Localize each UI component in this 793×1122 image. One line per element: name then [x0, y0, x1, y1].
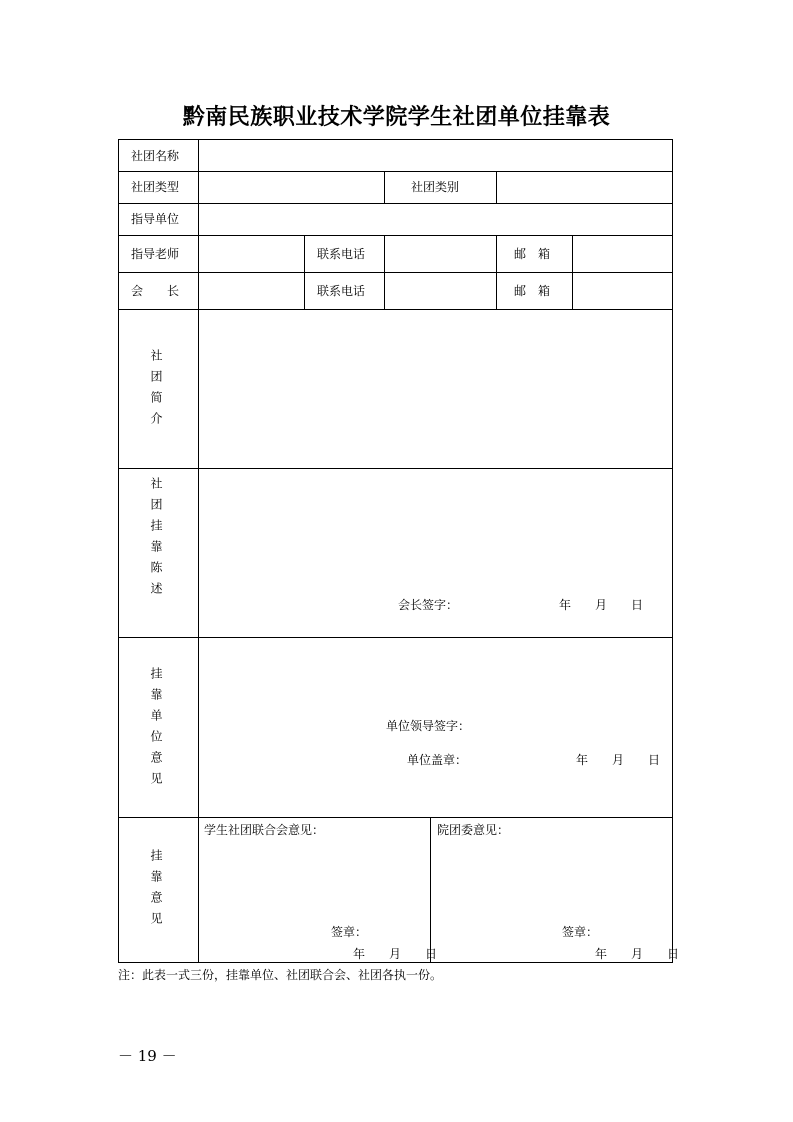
advisor-email-field[interactable]: [574, 237, 671, 271]
row-divider: [119, 203, 672, 204]
column-divider: [384, 171, 385, 203]
column-divider: [496, 235, 497, 309]
column-divider: [496, 171, 497, 203]
federation-opinion-field[interactable]: [200, 819, 429, 961]
club-name-label: 社团名称: [131, 149, 180, 163]
affiliation-opinion-label: 挂靠意见: [149, 849, 163, 933]
president-field[interactable]: [200, 274, 303, 308]
president-phone-label: 联系电话: [317, 284, 366, 298]
club-name-field[interactable]: [200, 141, 671, 170]
advisor-field[interactable]: [200, 237, 303, 271]
advisor-email-label: 邮 箱: [514, 247, 551, 261]
advisor-phone-field[interactable]: [386, 237, 495, 271]
club-intro-field[interactable]: [200, 311, 671, 467]
advisor-label: 指导老师: [131, 247, 180, 261]
president-phone-field[interactable]: [386, 274, 495, 308]
affiliation-statement-label: 社团挂靠陈述: [149, 477, 163, 603]
youth-league-opinion-field[interactable]: [432, 819, 671, 961]
row-divider: [119, 309, 672, 310]
affiliation-form: [118, 139, 680, 963]
row-divider: [119, 235, 672, 236]
president-label: 会 长: [131, 284, 180, 298]
row-divider: [119, 637, 672, 638]
row-divider: [119, 817, 672, 818]
label-column-divider: [198, 140, 199, 962]
guiding-unit-field[interactable]: [200, 205, 671, 234]
unit-date: 年 月 日: [576, 753, 661, 767]
page-number: － 19 －: [118, 1047, 177, 1065]
column-divider: [572, 235, 573, 309]
club-category-field[interactable]: [498, 173, 671, 202]
advisor-phone-label: 联系电话: [317, 247, 366, 261]
row-divider: [119, 272, 672, 273]
row-divider: [119, 468, 672, 469]
youth-league-seal-label: 签章：: [562, 925, 599, 939]
federation-date: 年 月 日: [353, 947, 438, 961]
youth-league-date: 年 月 日: [595, 947, 680, 961]
president-signature-label: 会长签字：: [398, 598, 459, 612]
column-divider: [430, 817, 431, 962]
president-email-label: 邮 箱: [514, 284, 551, 298]
federation-opinion-title: 学生社团联合会意见：: [204, 823, 325, 837]
unit-opinion-label: 挂靠单位意见: [149, 667, 163, 793]
column-divider: [304, 235, 305, 309]
club-intro-label: 社团简介: [149, 349, 163, 433]
form-title: 黔南民族职业技术学院学生社团单位挂靠表: [182, 104, 611, 130]
column-divider: [384, 235, 385, 309]
guiding-unit-label: 指导单位: [131, 212, 180, 226]
footnote: 注：此表一式三份，挂靠单位、社团联合会、社团各执一份。: [118, 968, 443, 982]
federation-seal-label: 签章：: [331, 925, 368, 939]
club-category-label: 社团类别: [411, 180, 460, 194]
statement-date: 年 月 日: [559, 598, 644, 612]
unit-seal-label: 单位盖章：: [407, 753, 468, 767]
row-divider: [119, 171, 672, 172]
club-type-label: 社团类型: [131, 180, 180, 194]
youth-league-opinion-title: 院团委意见：: [437, 823, 510, 837]
president-email-field[interactable]: [574, 274, 671, 308]
club-type-field[interactable]: [200, 173, 383, 202]
unit-leader-signature-label: 单位领导签字：: [386, 719, 471, 733]
